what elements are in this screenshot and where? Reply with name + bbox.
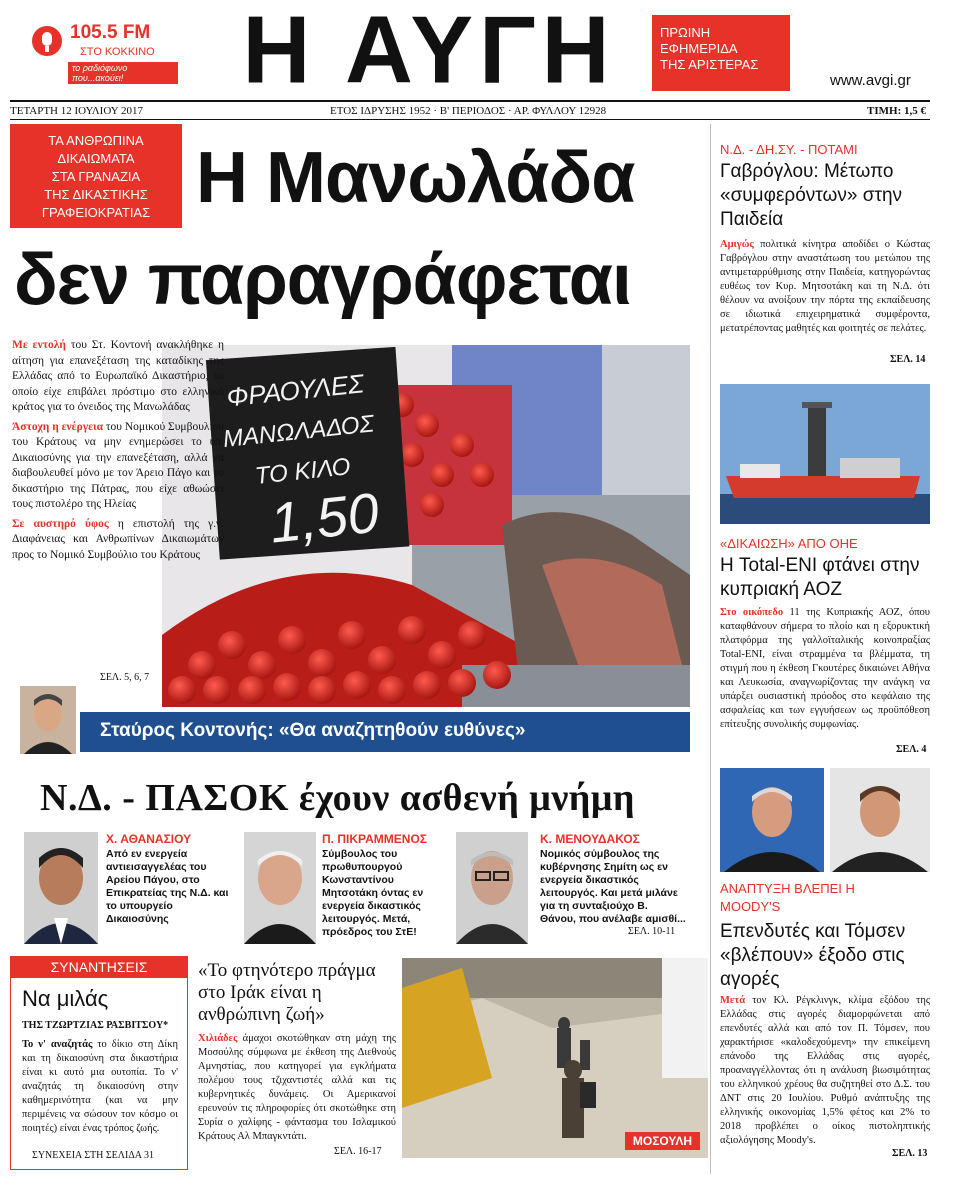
person-text: Νομικός σύμβουλος της κυβέρνησης Σημίτη ως εν ενεργεία δικαστικός λειτουργός. Και μετά μιλάνε για τη συνταξιούχο Β. Θάνου, που ανέλαβε αμισθί...	[540, 848, 686, 925]
lead-paragraph: Σε αυστηρό ύφος η επιστολή της γ.γ. Διαφάνειας και Ανθρωπίνων Δικαιωμάτων προς το Νομικό Συμβούλιο του Κράτους	[12, 517, 224, 561]
sign-text: ΜΑΝΩΛΑΔΟΣ	[221, 410, 376, 454]
nd-pasok-headline: Ν.Δ. - ΠΑΣΟΚ έχουν ασθενή μνήμη	[40, 777, 635, 819]
sidebar-kicker: Ν.Δ. - ΔΗ.ΣΥ. - ΠΟΤΑΜΙ	[720, 142, 858, 157]
lead-page-ref: ΣΕΛ. 5, 6, 7	[100, 672, 150, 683]
lead-text	[12, 338, 224, 563]
sidebar-kicker: ΑΝΑΠΤΥΞΗ ΒΛΕΠΕΙ Η MOODY'S	[720, 881, 855, 914]
person-name: Π. ΠΙΚΡΑΜΜΕΝΟΣ	[322, 832, 427, 846]
price: ΤΙΜΗ: 1,5 €	[867, 105, 926, 117]
kicker-line: ΓΡΑΦΕΙΟΚΡΑΤΙΑΣ	[41, 205, 151, 220]
sidebar-body	[720, 238, 930, 336]
column-title: Να μιλάς	[22, 986, 109, 1011]
lead-quote-banner	[80, 712, 690, 752]
sidebar-page-ref: ΣΕΛ. 4	[896, 744, 927, 755]
mosul-photo	[402, 958, 708, 1158]
person-text: Σύμβουλος του πρωθυπουργού Κωνσταντίνου Μητσοτάκη όντας εν ενεργεία δικαστικός λειτουργός. Μετά, πρόεδρος του ΣτΕ!	[322, 848, 424, 938]
lead-headline-line-2: δεν παραγράφεται	[14, 240, 631, 320]
sidebar-body	[720, 606, 930, 732]
sidebar-paragraph: Αμιγώς πολιτικά κίνητρα αποδίδει ο Κώστας Γαβρόγλου στην αναστάτωση του μετώπου της αντιμεταρρύθμισης στην Παιδεία, κατηγορώντας ευθέως τον Κυρ. Μητσοτάκη και τη Ν.Δ. ότι θέλουν να ανοίξουν την πόρτα της εκπαίδευσης σε ιδιωτικά επιχειρηματικά συμφέροντα, μετατρέποντας μαθητές και φοιτητές σε πελάτες.	[720, 239, 930, 334]
sidebar-kicker: «ΔΙΚΑΙΩΣΗ» ΑΠΟ ΟΗΕ	[720, 536, 858, 551]
nd-pasok-page-ref: ΣΕΛ. 10-11	[628, 926, 676, 937]
radio-name: ΣΤΟ ΚΟΚΚΙΝΟ	[80, 46, 155, 58]
regling-photo	[720, 768, 824, 872]
sign-text: 1,50	[266, 480, 382, 555]
person-name: Χ. ΑΘΑΝΑΣΙΟΥ	[106, 832, 192, 846]
tagline-line: ΠΡΩΙΝΗ	[660, 25, 711, 40]
thomsen-photo	[830, 768, 930, 872]
dateline-bar	[10, 100, 930, 120]
kontonis-avatar	[20, 686, 76, 754]
issue-info: ΕΤΟΣ ΙΔΡΥΣΗΣ 1952 · Β' ΠΕΡΙΟΔΟΣ · ΑΡ. ΦΥΛΛΟΥ 12928	[330, 105, 607, 117]
sidebar-paragraph: Μετά τον Κλ. Ρέγκλινγκ, κλίμα εξόδου της Ελλάδας στις αγορές διαμορφώνεται από επενδυτές αλλά και από τον Π. Τόμσεν, που χαρακτήρισε «καλοδεχούμενη» την επικείμενη επάνοδο της Ελλάδας στις αγορές, προαναγγέλλοντας ότι η ανάλυση βιωσιμότητας του ελληνικού χρέους θα συζητηθεί στο Δ.Σ. του ΔΝΤ στις 20 Ιουλίου. Ρυθμό ανάπτυξης της ελληνικής οικονομίας 1,5% φέτος και 2% το 2018 προβλέπει ο οίκος πιστοληπτικής αξιολόγησης Moody's.	[720, 995, 930, 1146]
lead-headline-line-1: Η Μανωλάδα	[196, 138, 635, 218]
iraq-paragraph: Χιλιάδες άμαχοι σκοτώθηκαν στη μάχη της Μοσούλης σύμφωνα με έκθεση της Διεθνούς Αμνηστίας, που κατηγορεί για εγκλήματα πολέμου τους τζιχαντιστές αλλά και τις κυβερνητικές δυνάμεις. Οι Αμερικανοί ερευνούν τις πληροφορίες ότι σκοτώθηκε στη Συρία ο χαλίφης - φάντασμα του Ισλαμικού Κράτους Αλ Μπαγκντάτι.	[198, 1033, 396, 1142]
kicker-line: ΔΙΚΑΙΩΜΑΤΑ	[57, 151, 135, 166]
person-photo-menoudakos	[456, 832, 528, 944]
tagline-box	[652, 15, 790, 91]
sidebar-headline: Γαβρόγλου: Μέτωπο «συμφερόντων» στην Παιδεία	[720, 161, 903, 230]
sidebar-headline: Η Total-ENI φτάνει στην κυπριακή ΑΟΖ	[720, 555, 920, 600]
kicker-line: ΣΤΑ ΓΡΑΝΑΖΙΑ	[51, 169, 141, 184]
issue-date: ΤΕΤΑΡΤΗ 12 ΙΟΥΛΙΟΥ 2017	[10, 105, 144, 117]
mosul-photo-label: ΜΟΣΟΥΛΗ	[625, 1132, 700, 1150]
sidebar-divider	[710, 124, 711, 1174]
sign-text: ΦΡΑΟΥΛΕΣ	[225, 368, 366, 413]
radio-logo	[28, 20, 178, 83]
column-paragraph: Το ν' αναζητάς το δίκιο στη Δίκη και τη δικαιοσύνη στα δικαστήρια είναι κι αυτό μια ουτοπία. Το ν' αναζητάς τη δικαιοσύνη στην καθημερινότητα (και να μην περιμένεις να σώσουν τον κόσμο οι ποιητές) είναι ένας τρόπος ζωής.	[22, 1039, 178, 1134]
lead-paragraph: Με εντολή του Στ. Κοντονή ανακλήθηκε η αίτηση για επανεξέταση της καταδίκης της Ελλάδας από το Ευρωπαϊκό Δικαστήριο, το οποίο είχε επιβάλει πρόστιμο στο ελληνικό κράτος για το όνειδος της Μανωλάδας	[12, 339, 224, 413]
column-author: ΤΗΣ ΤΖΩΡΤΖΙΑΣ ΡΑΣΒΙΤΣΟΥ*	[22, 1020, 169, 1031]
sidebar-page-ref: ΣΕΛ. 13	[892, 1148, 928, 1159]
person-photo-athanasiou	[24, 832, 98, 944]
column-label: ΣΥΝΑΝΤΗΣΕΙΣ	[10, 956, 188, 978]
sidebar-body	[720, 994, 930, 1148]
banner-quote: Σταύρος Κοντονής: «Θα αναζητηθούν ευθύνες»	[100, 720, 526, 741]
lead-paragraph: Άστοχη η ενέργεια του Νομικού Συμβουλίου του Κράτους να μην ενημερώσει το υπ. Δικαιοσύνης για την επανεξέταση, αλλά να διαβουλευθεί μόνο με τον Άρειο Πάγο και το δικαστήριο της Πάτρας, που είχε αθωώσει τους πιστολέρο της Ηλείας	[12, 420, 224, 510]
radio-slogan: το ραδιόφωνο που...ακούει!	[68, 62, 178, 84]
person-text: Από εν ενεργεία αντιεισαγγελέας του Αρείου Πάγου, στο Επικρατείας της Ν.Δ. και το υπουργείο Δικαιοσύνης	[106, 848, 229, 925]
iraq-page-ref: ΣΕΛ. 16-17	[334, 1146, 382, 1157]
kicker-line: ΤΑ ΑΝΘΡΩΠΙΝΑ	[48, 133, 144, 148]
tagline-line: ΕΦΗΜΕΡΙΔΑ	[660, 41, 738, 56]
sidebar-headline: Επενδυτές και Τόμσεν «βλέπουν» έξοδο στις αγορές	[720, 921, 906, 990]
sidebar-paragraph: Στο οικόπεδο 11 της Κυπριακής ΑΟΖ, όπου καταφθάνουν σήμερα το πλοίο και η εξορυκτική πλατφόρμα της γαλλοϊταλικής κοινοπραξίας Total-ENI, είναι στραμμένα τα βλέμματα, τη στιγμή που η έκθεση Γκουτέρες δικαιώνει Αθήνα και Λευκωσία, αναγνωρίζοντας την ανάγκη να υπάρξει ουσιαστική πρόοδος στο κεφάλαιο της ασφαλείας και των εγγυήσεων ως προϋπόθεση επίτευξης συνολικής συμφωνίας.	[720, 607, 930, 730]
lead-photo	[162, 345, 690, 707]
tagline-line: ΤΗΣ ΑΡΙΣΤΕΡΑΣ	[660, 57, 759, 72]
sign-text: ΤΟ ΚΙΛΟ	[253, 453, 352, 490]
column-continued: ΣΥΝΕΧΕΙΑ ΣΤΗ ΣΕΛΙΔΑ 31	[32, 1150, 154, 1161]
sidebar-page-ref: ΣΕΛ. 14	[890, 354, 926, 365]
iraq-headline: «Το φτηνότερο πράγμα στο Ιράκ είναι η ανθρώπινη ζωή»	[198, 960, 376, 1025]
website-url[interactable]: www.avgi.gr	[830, 72, 911, 89]
microphone-icon	[32, 26, 62, 56]
kicker-line: ΤΗΣ ΔΙΚΑΣΤΙΚΗΣ	[44, 187, 148, 202]
person-photo-pikrammenos	[244, 832, 316, 944]
strawberries-photo	[162, 345, 690, 707]
person-name: Κ. ΜΕΝΟΥΔΑΚΟΣ	[540, 832, 640, 846]
newspaper-title: Η ΑΥΓΗ	[242, 0, 616, 104]
radio-frequency: 105.5 FM	[70, 22, 151, 43]
lead-kicker-box	[10, 124, 182, 228]
column-body	[22, 1038, 178, 1136]
iraq-body	[198, 1032, 396, 1144]
drilling-ship-photo	[720, 384, 930, 524]
